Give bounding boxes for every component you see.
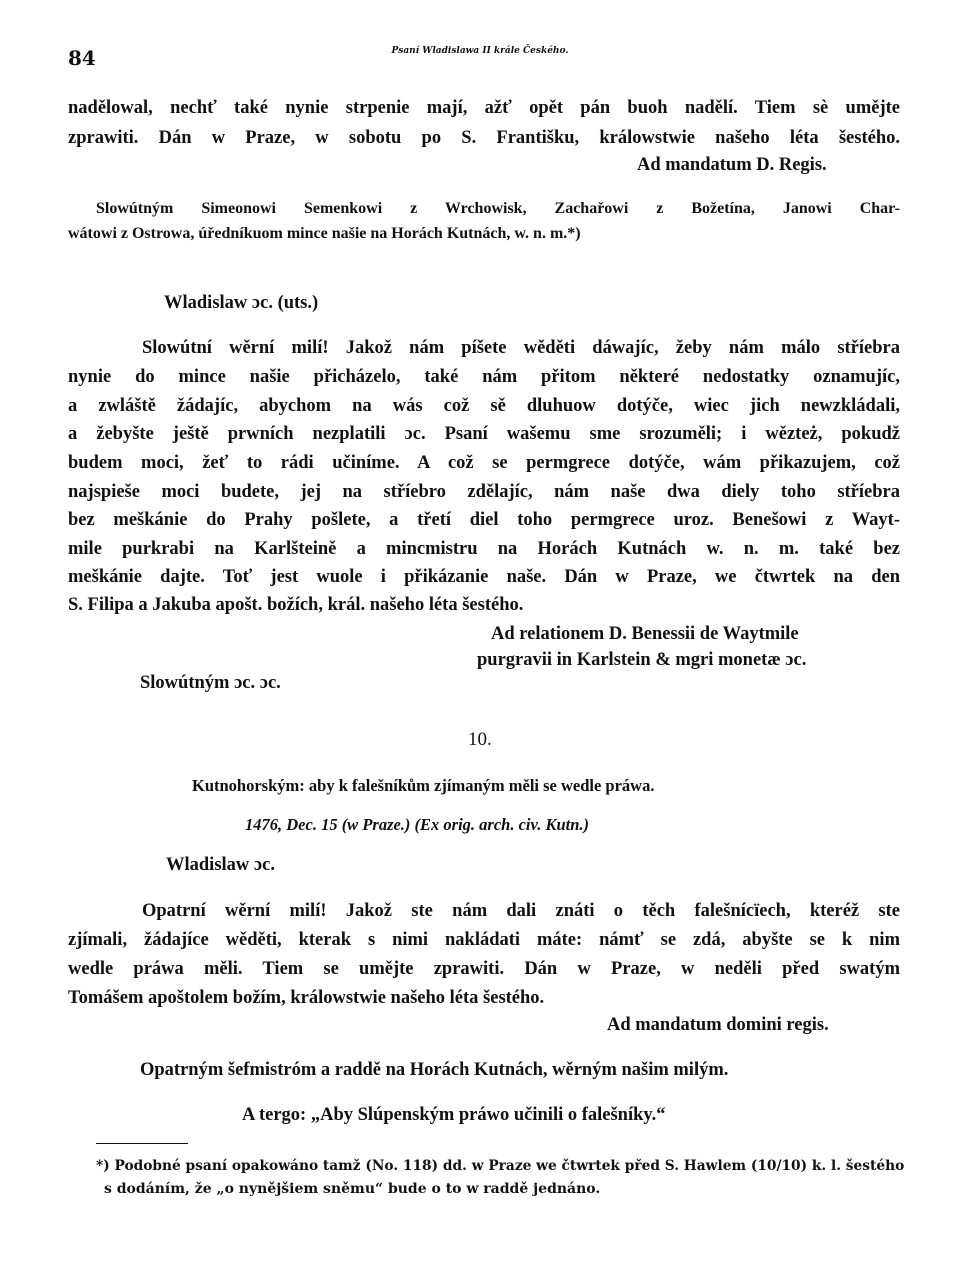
page-number: 84 — [68, 46, 96, 70]
letter9-body-line-6: najspieše moci budete, jej na stříebro zdělajíc, nám naše dwa diely toho stříebra — [68, 482, 900, 502]
letter10-headline: Kutnohorským: aby k falešníkům zjímaným měli se wedle práwa. — [192, 776, 655, 795]
intro-line-1: nadělowal, nechť také nynie strpenie mají, ažť opět pán buoh nadělí. Tiem sè umějte — [68, 98, 900, 118]
footnote-line-2: s dodáním, že „o nynějšiem sněmu“ bude o to w raddě jednáno. — [104, 1181, 601, 1197]
letter9-body-line-2: nynie do mince našie přicházelo, také nám přitom některé nedostatky oznamujíc, — [68, 367, 900, 387]
intro-line-2: zprawiti. Dán w Praze, w sobotu po S. Františku, králowstwie našeho léta šestého. — [68, 128, 900, 148]
letter10-number: 10. — [468, 729, 492, 750]
letter10-body-line-2: zjímali, žádajíce wěděti, kterak s nimi nakládati máte: námť se zdá, abyšte se k nim — [68, 930, 900, 950]
letter9-relation-line-2: purgravii in Karlstein & mgri monetæ ɔc. — [477, 650, 807, 670]
letter10-address: Opatrným šefmistróm a raddě na Horách Kutnách, wěrným našim milým. — [140, 1060, 729, 1080]
letter10-body-last-line: Tomášem apoštolem božím, králowstwie našeho léta šestého. — [68, 988, 545, 1008]
letter9-body-line-4: a žebyšte ještě prwních nezplatili ɔc. Psaní wašemu sme srozuměli; i wězteż, pokudž — [68, 424, 900, 444]
letter9-body-line-7: bez meškánie do Prahy pošlete, a třetí diel toho permgrece uroz. Benešowi z Wayt- — [68, 510, 900, 530]
letter9-relation-line-1: Ad relationem D. Benessii de Waytmile — [491, 624, 799, 644]
letter9-body-line-8: mile purkrabi na Karlšteině a mincmistru na Horách Kutnách w. n. m. také bez — [68, 539, 900, 559]
footnote-line-1: *) Podobné psaní opakowáno tamž (No. 118) dd. w Praze we čtwrtek před S. Hawlem (10/10) k. l. šestého — [96, 1158, 905, 1174]
letter9-sender: Wladislaw ɔc. (uts.) — [164, 293, 319, 313]
letter9-body-last-line: S. Filipa a Jakuba apošt. božích, král. našeho léta šestého. — [68, 595, 524, 615]
letter9-address-line-1: Slowútným Simeonowi Semenkowi z Wrchowisk, Zachařowi z Božetína, Janowi Char- — [96, 200, 900, 217]
letter9-body-line-1: Slowútní wěrní milí! Jakož nám píšete wěděti dáwajíc, žeby nám málo stříebra — [142, 338, 900, 358]
letter10-body-line-1: Opatrní wěrní milí! Jakož ste nám dali znáti o těch falešnícïech, kteréž ste — [142, 901, 900, 921]
letter10-dateline: 1476, Dec. 15 (w Praze.) (Ex orig. arch. civ. Kutn.) — [245, 815, 590, 834]
running-title: Psaní Wladislawa II krále Českého. — [391, 46, 569, 56]
letter10-tergo: A tergo: „Aby Slúpenským práwo učinili o falešníky.“ — [242, 1105, 666, 1125]
letter9-address-line-2: wátowi z Ostrowa, úředníkuom mince našie na Horách Kutnách, w. n. m.*) — [68, 225, 581, 242]
intro-mandate: Ad mandatum D. Regis. — [637, 155, 827, 175]
letter9-body-line-9: meškánie dajte. Toť jest wuole i přikázanie naše. Dán w Praze, we čtwrtek na den — [68, 567, 900, 587]
letter10-sender: Wladislaw ɔc. — [166, 855, 275, 875]
letter9-body-line-5: budem moci, žeť to rádi učiníme. A což se permgrece dotýče, wám přikazujem, což — [68, 453, 900, 473]
letter10-body-line-3: wedle práwa měli. Tiem se umějte zprawiti. Dán w Praze, w neděli před swatým — [68, 959, 900, 979]
footnote-rule — [96, 1143, 188, 1144]
letter10-mandate: Ad mandatum domini regis. — [607, 1015, 829, 1035]
letter9-superscription: Slowútným ɔc. ɔc. — [140, 673, 281, 693]
letter9-body-line-3: a zwláště žádajíc, abychom na wás což sě dluhuow dotýče, wiec jich newzkládali, — [68, 396, 900, 416]
